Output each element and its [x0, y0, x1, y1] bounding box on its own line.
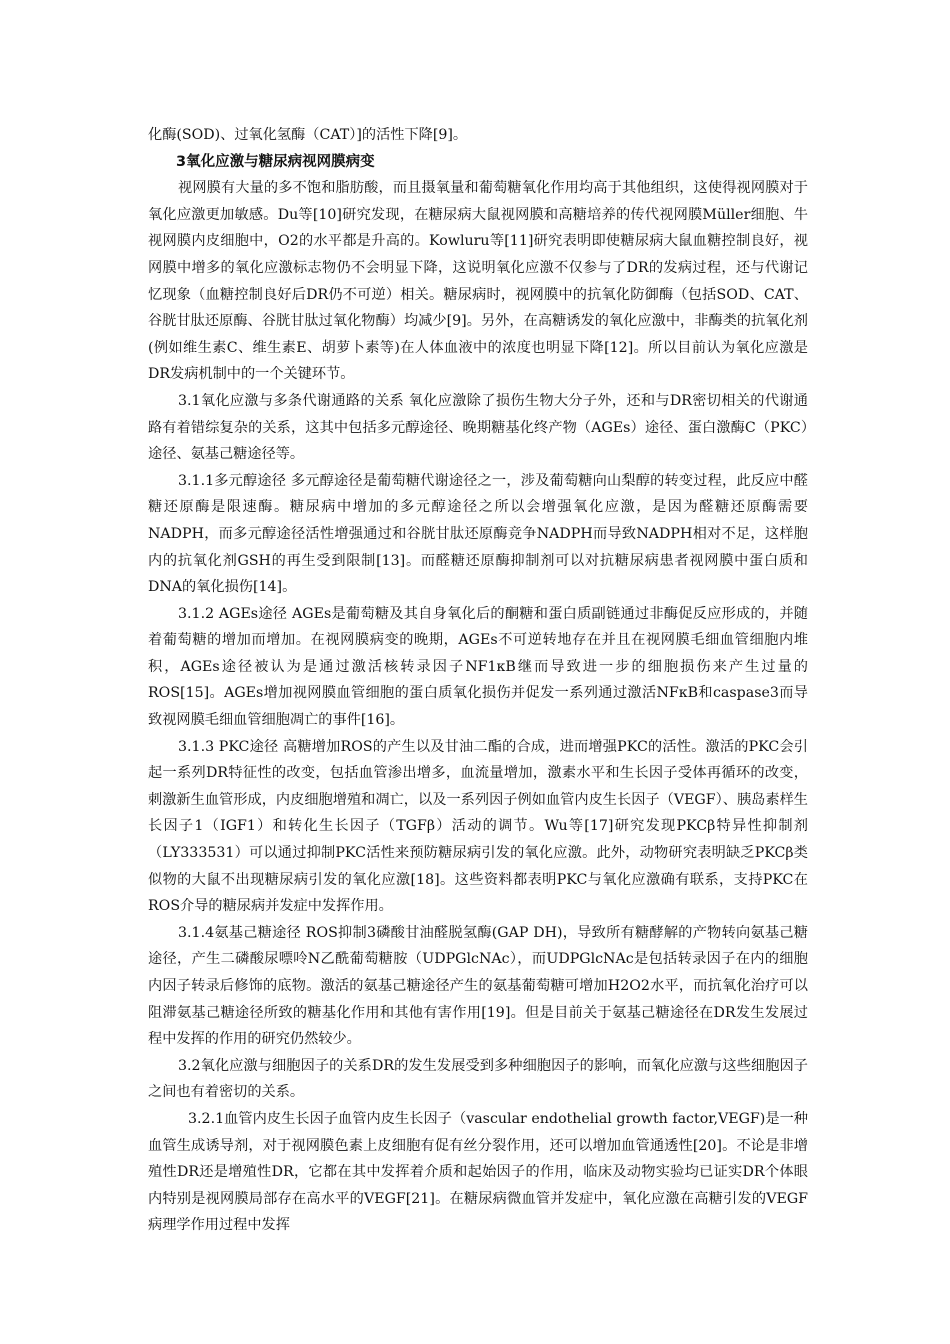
- document-page: [148, 122, 808, 1239]
- paragraph-continuation: 化酶(SOD)、过氧化氢酶（CAT）]的活性下降[9]。: [148, 127, 468, 143]
- paragraph-3-1-2: 3.1.2 AGEs途径 AGEs是葡萄糖及其自身氧化后的酮糖和蛋白质副链通过非酶促反应形成的，并随着葡萄糖的增加而增加。在视网膜病变的晚期，AGEs不可逆转地存在并且在视网膜毛细血管细胞内堆积，AGEs途径被认为是通过激活核转录因子NF1κB继而导致进一步的细胞损伤来产生过量的ROS[15]。AGEs增加视网膜血管细胞的蛋白质氧化损伤并促发一系列通过激活NFκB和caspase3而导致视网膜毛细血管细胞凋亡的事件[16]。: [148, 605, 808, 729]
- paragraph-intro: 视网膜有大量的多不饱和脂肪酸，而且摄氧量和葡萄糖氧化作用均高于其他组织，这使得视网膜对于氧化应激更加敏感。Du等[10]研究发现，在糖尿病大鼠视网膜和高糖培养的传代视网膜Müller细胞、牛视网膜内皮细胞中，O2的水平都是升高的。Kowluru等[11]研究表明即使糖尿病大鼠血糖控制良好，视网膜中增多的氧化应激标志物仍不会明显下降，这说明氧化应激不仅参与了DR的发病过程，还与代谢记忆现象（血糖控制良好后DR仍不可逆）相关。糖尿病时，视网膜中的抗氧化防御酶（包括SOD、CAT、谷胱甘肽还原酶、谷胱甘肽过氧化物酶）均减少[9]。另外，在高糖诱发的氧化应激中，非酶类的抗氧化剂(例如维生素C、维生素E、胡萝卜素等)在人体血液中的浓度也明显下降[12]。所以目前认为氧化应激是DR发病机制中的一个关键环节。: [148, 180, 808, 383]
- paragraph-3-1-3: 3.1.3 PKC途径 高糖增加ROS的产生以及甘油二酯的合成，进而增强PKC的活性。激活的PKC会引起一系列DR特征性的改变，包括血管渗出增多，血流量增加，激素水平和生长因子受体再循环的改变，刺激新生血管形成，内皮细胞增殖和凋亡，以及一系列因子例如血管内皮生长因子（VEGF）、胰岛素样生长因子1（IGF1）和转化生长因子（TGFβ）活动的调节。Wu等[17]研究发现PKCβ特异性抑制剂（LY333531）可以通过抑制PKC活性来预防糖尿病引发的氧化应激。此外，动物研究表明缺乏PKCβ类似物的大鼠不出现糖尿病引发的氧化应激[18]。这些资料都表明PKC与氧化应激确有联系，支持PKC在ROS介导的糖尿病并发症中发挥作用。: [148, 738, 808, 915]
- paragraph-3-1: 3.1氧化应激与多条代谢通路的关系 氧化应激除了损伤生物大分子外，还和与DR密切相关的代谢通路有着错综复杂的关系，这其中包括多元醇途径、晚期糖基化终产物（AGEs）途径、蛋白激酶C（PKC）途径、氨基己糖途径等。: [148, 392, 808, 463]
- paragraph-3-2-1: 3.2.1血管内皮生长因子血管内皮生长因子（vascular endothelial growth factor,VEGF)是一种血管生成诱导剂，对于视网膜色素上皮细胞有促有丝分裂作用，还可以增加血管通透性[20]。不论是非增殖性DR还是增殖性DR，它都在其中发挥着介质和起始因子的作用，临床及动物实验均已证实DR个体眼内特别是视网膜局部存在高水平的VEGF[21]。在糖尿病微血管并发症中，氧化应激在高糖引发的VEGF病理学作用过程中发挥: [148, 1110, 808, 1234]
- paragraph-3-1-4: 3.1.4氨基己糖途径 ROS抑制3磷酸甘油醛脱氢酶(GAP DH)，导致所有糖酵解的产物转向氨基己糖途径，产生二磷酸尿嘌呤N乙酰葡萄糖胺（UDPGlcNAc），而UDPGlcNAc是包括转录因子在内的细胞内因子转录后修饰的底物。激活的氨基己糖途径产生的氨基葡萄糖可增加H2O2水平，而抗氧化治疗可以阻滞氨基己糖途径所致的糖基化作用和其他有害作用[19]。但是目前关于氨基己糖途径在DR发生发展过程中发挥的作用的研究仍然较少。: [148, 924, 808, 1048]
- paragraph-3-2: 3.2氧化应激与细胞因子的关系DR的发生发展受到多种细胞因子的影响，而氧化应激与这些细胞因子之间也有着密切的关系。: [148, 1057, 808, 1101]
- paragraph-3-1-1: 3.1.1多元醇途径 多元醇途径是葡萄糖代谢途径之一，涉及葡萄糖向山梨醇的转变过程，此反应中醛糖还原酶是限速酶。糖尿病中增加的多元醇途径之所以会增强氧化应激，是因为醛糖还原酶需要NADPH，而多元醇途径活性增强通过和谷胱甘肽还原酶竞争NADPH而导致NADPH相对不足，这样胞内的抗氧化剂GSH的再生受到限制[13]。而醛糖还原酶抑制剂可以对抗糖尿病患者视网膜中蛋白质和DNA的氧化损伤[14]。: [148, 472, 808, 596]
- section-heading-3: 3氧化应激与糖尿病视网膜病变: [176, 153, 375, 170]
